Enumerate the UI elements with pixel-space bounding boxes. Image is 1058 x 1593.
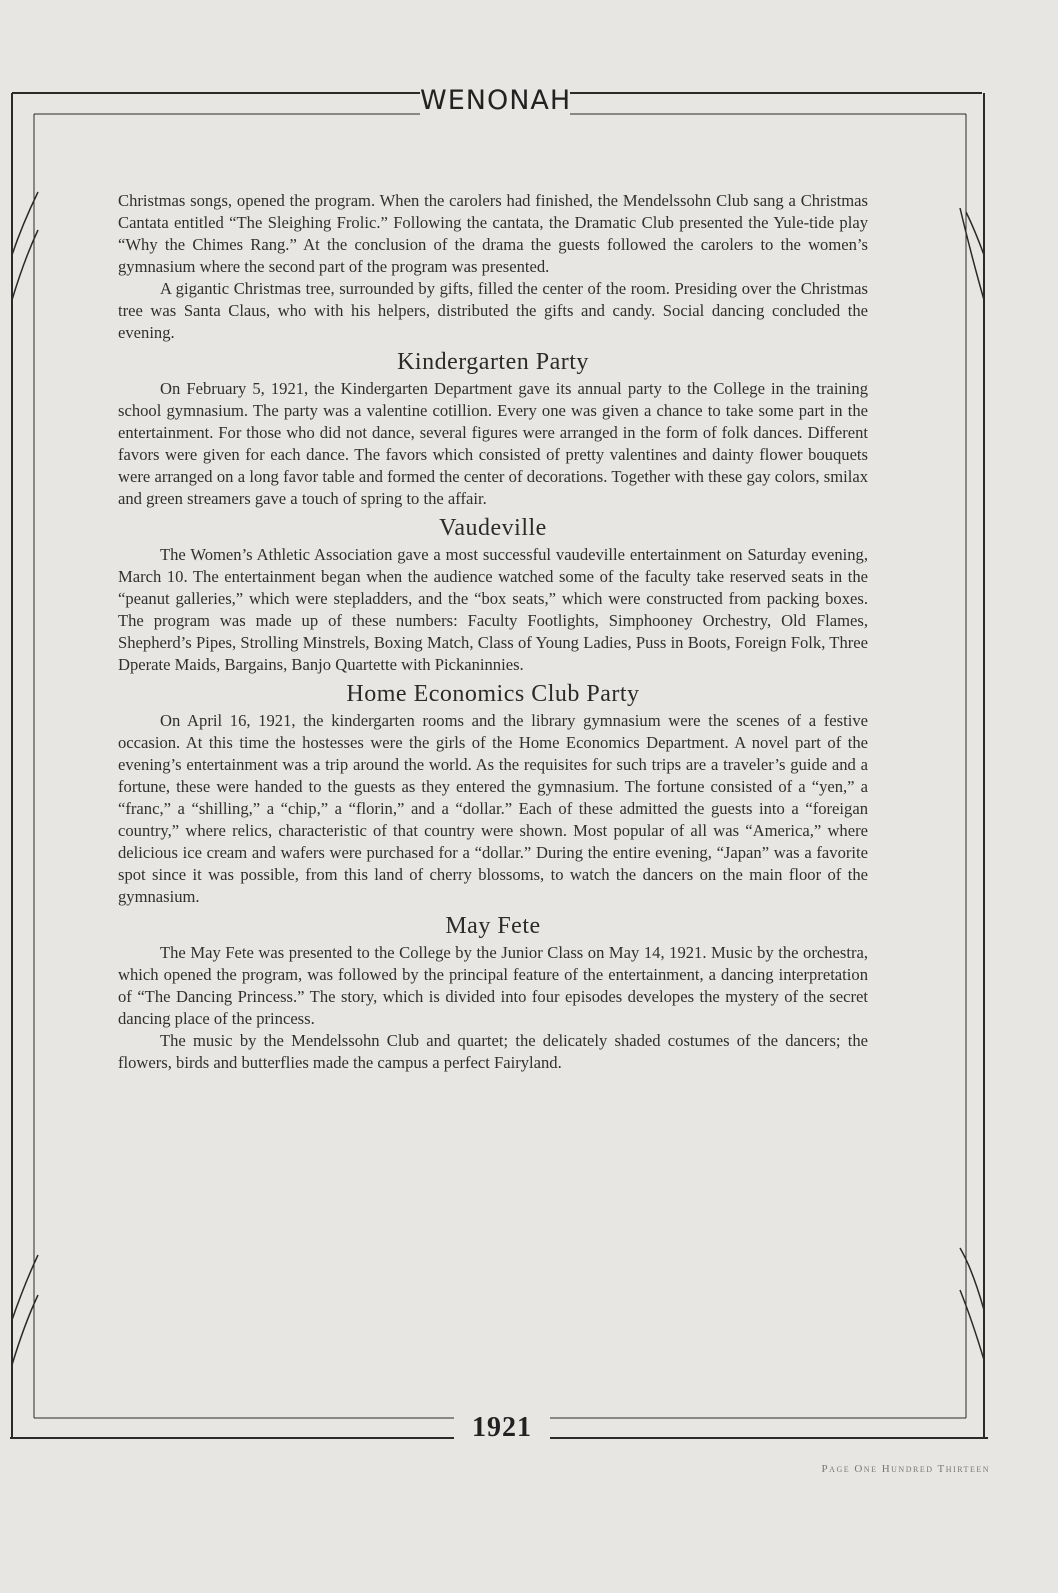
page-number-label: Page One Hundred Thirteen	[821, 1463, 990, 1475]
section-heading-may-fete: May Fete	[445, 913, 541, 939]
running-footer-year: 1921	[454, 1411, 550, 1445]
section-heading-kindergarten-party: Kindergarten Party	[397, 349, 589, 375]
may-fete-paragraph-2: The music by the Mendelssohn Club and quartet; the delicately shaded costumes of the dancers; the flowers, birds and butterflies made the campus a perfect Fairyland.	[118, 1031, 868, 1072]
kindergarten-party-paragraph: On February 5, 1921, the Kindergarten Department gave its annual party to the College in the training school gymnasium. The party was a valentine cotillion. Every one was given a chance to take some part in the entertainment. For those who did not dance, several figures were arranged in the form of folk dances. Different favors were given for each dance. The favors which consisted of pretty valentines and dainty flower bouquets were arranged on a long favor table and formed the center of decorations. Together with these gay colors, smilax and green streamers gave a touch of spring to the affair.	[118, 379, 868, 508]
may-fete-paragraph-1: The May Fete was presented to the College by the Junior Class on May 14, 1921. Music by the orchestra, which opened the program, was followed by the principal feature of the entertainment, a dancing interpretation of “The Dancing Princess.” The story, which is divided into four episodes developes the mystery of the secret dancing place of the princess.	[118, 943, 868, 1028]
vaudeville-paragraph: The Women’s Athletic Association gave a most successful vaudeville entertainment on Saturday evening, March 10. The entertainment began when the audience watched some of the faculty take reserved seats in the “peanut galleries,” which were stepladders, and the “box seats,” which were constructed from packing boxes. The program was made up of these numbers: Faculty Footlights, Simphooney Orchestry, Old Flames, Shepherd’s Pipes, Strolling Minstrels, Boxing Match, Class of Young Ladies, Puss in Boots, Foreign Folk, Three Dperate Maids, Bargains, Banjo Quartette with Pickaninnies.	[118, 545, 868, 674]
article-body	[118, 190, 868, 1074]
running-header: WENONAH	[420, 85, 572, 116]
section-heading-vaudeville: Vaudeville	[439, 515, 547, 541]
home-economics-paragraph: On April 16, 1921, the kindergarten rooms and the library gymnasium were the scenes of a festive occasion. At this time the hostesses were the girls of the Home Economics Department. A novel part of the evening’s entertainment was a trip around the world. As the requisites for such trips are a traveler’s guide and a fortune, these were handed to the guests as they entered the gymnasium. The fortune consisted of a “yen,” a “franc,” a “shilling,” a “chip,” a “florin,” and a “dollar.” Each of these admitted the guests into a “foreigan country,” where relics, characteristic of that country were shown. Most popular of all was “America,” where delicious ice cream and wafers were purchased for a “dollar.” During the entire evening, “Japan” was a favorite spot since it was possible, from this land of cherry blossoms, to watch the dancers on the main floor of the gymnasium.	[118, 711, 868, 906]
section-heading-home-economics-club-party: Home Economics Club Party	[346, 681, 640, 707]
intro-paragraph-1: Christmas songs, opened the program. When the carolers had finished, the Mendelssohn Club sang a Christmas Cantata entitled “The Sleighing Frolic.” Following the cantata, the Dramatic Club presented the Yule-tide play “Why the Chimes Rang.” At the conclusion of the drama the guests followed the carolers to the women’s gymnasium where the second part of the program was presented.	[118, 191, 868, 276]
intro-paragraph-2: A gigantic Christmas tree, surrounded by gifts, filled the center of the room. Presiding over the Christmas tree was Santa Claus, who with his helpers, distributed the gifts and candy. Social dancing concluded the evening.	[118, 279, 868, 342]
